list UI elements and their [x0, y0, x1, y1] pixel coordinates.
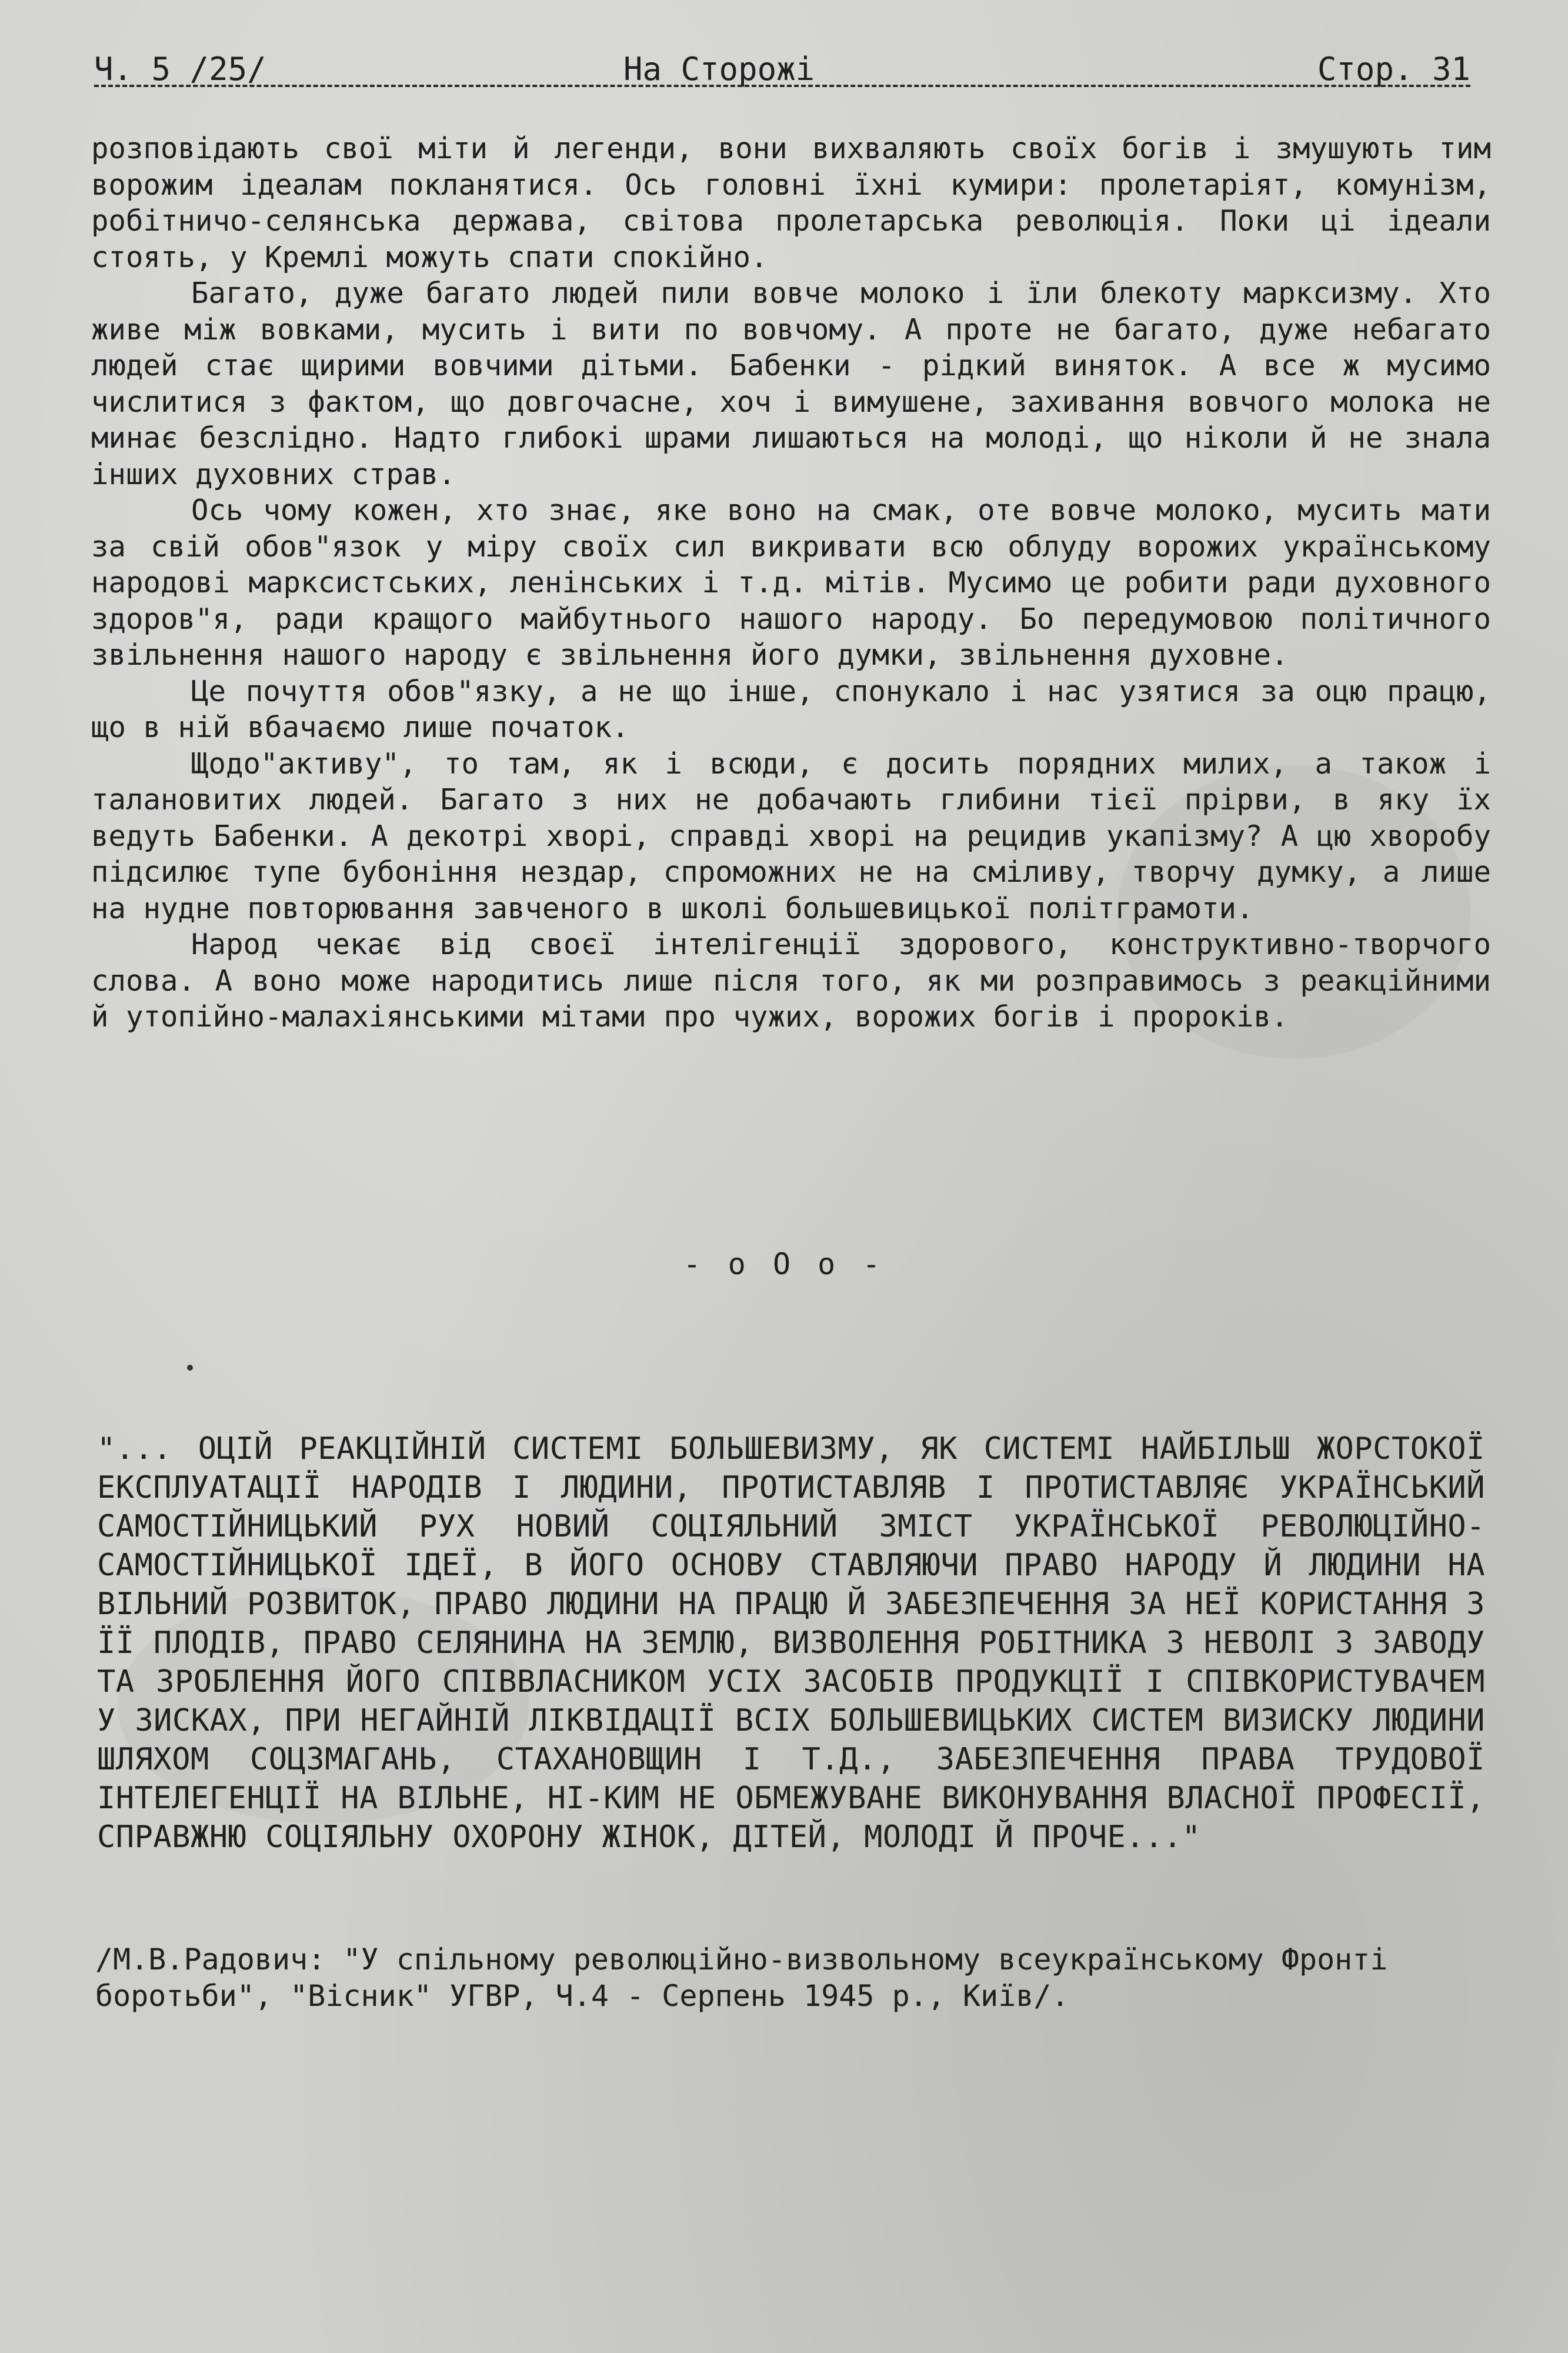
paragraph: розповідають свої міти й легенди, вони вихваляють своїх богів і змушують тим ворожим ідеалам покланятися. Ось головні їхні кумири: пролетаріят, комунізм, робітничо-селянська держава, світова пролетарська революція. Поки ці ідеали стоять, у Кремлі можуть спати спокійно. — [91, 132, 1491, 274]
page-number: Стор. 31 — [1317, 51, 1470, 88]
ink-dot — [187, 1365, 193, 1371]
article-body — [91, 131, 1491, 1035]
header-rule — [94, 85, 1470, 87]
paragraph: Ось чому кожен, хто знає, яке воно на смак, оте вовче молоко, мусить мати за свій обов"язок у міру своїх сил викривати всю облуду ворожих українському народові марксистських, ленінських і т.д. мітів. Мусимо це робити ради духовного здоров"я, ради кращого майбутнього нашого народу. Бо передумовою політичного звільнення нашого народу є звільнення його думки, звільнення духовне. — [91, 494, 1491, 672]
paragraph: Народ чекає від своєї інтелігенції здорового, конструктивно-творчого слова. А воно може народитись лише після того, як ми розправимось з реакційними й утопійно-малахіянськими мітами про чужих, ворожих богів і пророків. — [91, 928, 1491, 1034]
paragraph: Щодо"активу", то там, як і всюди, є досить порядних милих, а також і талановитих людей. Багато з них не добачають глибини тієї прірви, в яку їх ведуть Бабенки. А декотрі хворі, справді хворі на рецидив укапізму? А цю хворобу підсилює тупе бубоніння нездар, спроможних не на сміливу, творчу думку, а лише на нудне повторювання завченого в школі большевицької політграмоти. — [91, 746, 1491, 925]
page-header — [94, 46, 1470, 93]
issue-number: Ч. 5 /25/ — [94, 51, 266, 88]
block-quote: "... ОЦІЙ РЕАКЦІЙНІЙ СИСТЕМІ БОЛЬШЕВИЗМУ, ЯК СИСТЕМІ НАЙБІЛЬШ ЖОРСТОКОЇ ЕКСПЛУАТАЦІЇ НАРОДІВ І ЛЮДИНИ, ПРОТИСТАВЛЯВ І ПРОТИСТАВЛЯЄ УКРАЇНСЬКИЙ САМОСТІЙНИЦЬКИЙ РУХ НОВИЙ СОЦІЯЛЬНИЙ ЗМІСТ УКРАЇНСЬКОЇ РЕВОЛЮЦІЙНО-САМОСТІЙНИЦЬКОЇ ІДЕЇ, В ЙОГО ОСНОВУ СТАВЛЯЮЧИ ПРАВО НАРОДУ Й ЛЮДИНИ НА ВІЛЬНИЙ РОЗВИТОК, ПРАВО ЛЮДИНИ НА ПРАЦЮ Й ЗАБЕЗПЕЧЕННЯ ЗА НЕЇ КОРИСТАННЯ З ЇЇ ПЛОДІВ, ПРАВО СЕЛЯНИНА НА ЗЕМЛЮ, ВИЗВОЛЕННЯ РОБІТНИКА З НЕВОЛІ З ЗАВОДУ ТА ЗРОБЛЕННЯ ЙОГО СПІВВЛАСНИКОМ УСІХ ЗАСОБІВ ПРОДУКЦІЇ І СПІВКОРИСТУВАЧЕМ У ЗИСКАХ, ПРИ НЕГАЙНІЙ ЛІКВІДАЦІЇ ВСІХ БОЛЬШЕВИЦЬКИХ СИСТЕМ ВИЗИСКУ ЛЮДИНИ ШЛЯХОМ СОЦЗМАГАНЬ, СТАХАНОВЩИН І Т.Д., ЗАБЕЗПЕЧЕННЯ ПРАВА ТРУДОВОЇ ІНТЕЛЕГЕНЦІЇ НА ВІЛЬНЕ, НІ-КИМ НЕ ОБМЕЖУВАНЕ ВИКОНУВАННЯ ВЛАСНОЇ ПРОФЕСІЇ, СПРАВЖНЮ СОЦІЯЛЬНУ ОХОРОНУ ЖІНОК, ДІТЕЙ, МОЛОДІ Й ПРОЧЕ..." — [97, 1431, 1485, 1855]
paragraph: Багато, дуже багато людей пили вовче молоко і їли блекоту марксизму. Хто живе між вовками, мусить і вити по вовчому. А проте не багато, дуже небагато людей стає щирими вовчими дітьми. Бабенки - рідкий виняток. А все ж мусимо числитися з фактом, що довгочасне, хоч і вимушене, захивання вовчого молока не минає безслідно. Надто глибокі шрами лишаються на молоді, що ніколи й не знала інших духовних страв. — [91, 276, 1491, 491]
quote-citation: /М.В.Радович: "У спільному революційно-визвольному всеукраїнському Фронті боротьби", "Вісник" УГВР, Ч.4 - Серпень 1945 р., Київ/. — [95, 1942, 1388, 2013]
journal-title: На Сторожі — [623, 51, 815, 88]
paragraph: Це почуття обов"язку, а не що інше, спонукало і нас узятися за оцю працю, що в ній вбачаємо лише початок. — [91, 674, 1491, 744]
section-separator: - o O o - — [683, 1247, 885, 1281]
